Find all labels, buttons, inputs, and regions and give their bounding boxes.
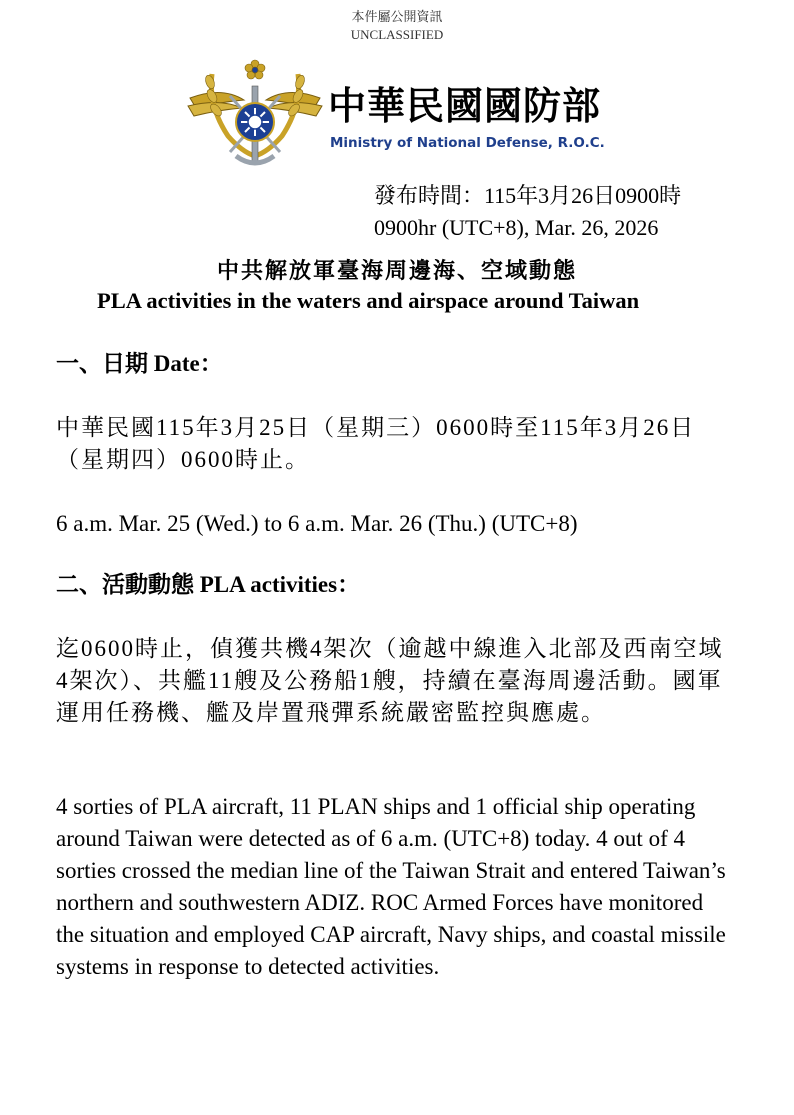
activities-section-heading: 二、活動動態 PLA activities：	[56, 572, 361, 597]
mnd-emblem-icon	[182, 56, 328, 174]
classification-zh: 本件屬公開資訊	[351, 9, 443, 24]
document-title-zh: 中共解放軍臺海周邊海、空域動態	[216, 258, 577, 283]
date-text-en: 6 a.m. Mar. 25 (Wed.) to 6 a.m. Mar. 26 (Thu.) (UTC+8)	[56, 511, 578, 536]
release-time-zh: 發布時間：115年3月26日0900時	[374, 183, 682, 208]
date-text-zh: 中華民國115年3月25日（星期三）0600時至115年3月26日（星期四）0600時止。	[56, 415, 696, 472]
release-time-en: 0900hr (UTC+8), Mar. 26, 2026	[374, 215, 659, 240]
date-section-heading: 一、日期 Date：	[56, 351, 223, 376]
release-time	[374, 180, 681, 244]
ministry-name-zh: 中華民國國防部	[328, 84, 602, 128]
document-title-en: PLA activities in the waters and airspace around Taiwan	[97, 288, 640, 313]
activities-text-zh: 迄0600時止，偵獲共機4架次（逾越中線進入北部及西南空域4架次）、共艦11艘及公務船1艘，持續在臺海周邊活動。國軍運用任務機、艦及岸置飛彈系統嚴密監控與應處。	[56, 636, 724, 725]
classification-marking	[0, 8, 794, 44]
activities-text-en: 4 sorties of PLA aircraft, 11 PLAN ships and 1 official ship operating around Taiwan were detected as of 6 a.m. (UTC+8) today. 4 out of 4 sorties crossed the median line of the Taiwan Strait and entered Taiwan’s northern and southwestern ADIZ. ROC Armed Forces have monitored the situation and employed CAP aircraft, Navy ships, and coastal missile systems in response to detected activities.	[56, 794, 726, 979]
ministry-name-en: Ministry of National Defense, R.O.C.	[330, 135, 605, 151]
classification-en: UNCLASSIFIED	[350, 27, 444, 42]
ministry-header	[182, 56, 632, 174]
